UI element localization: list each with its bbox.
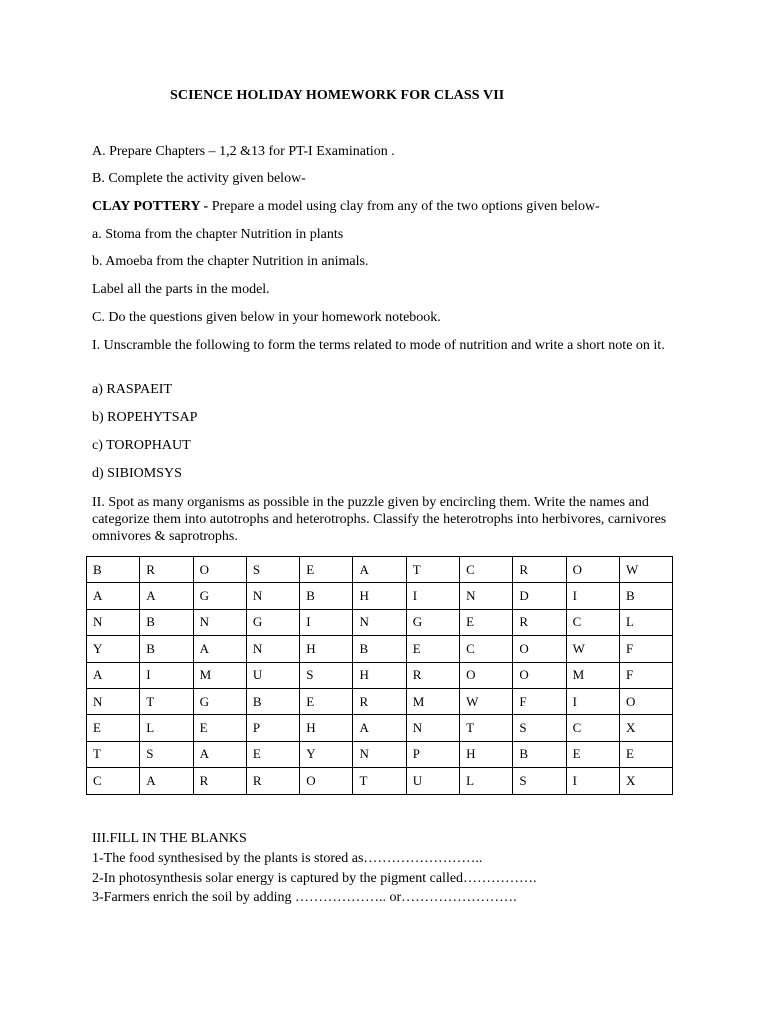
puzzle-cell: A: [140, 768, 193, 794]
puzzle-cell: U: [406, 768, 459, 794]
puzzle-cell: N: [87, 688, 140, 714]
puzzle-cell: T: [353, 768, 406, 794]
puzzle-cell: I: [406, 583, 459, 609]
puzzle-cell: N: [193, 609, 246, 635]
puzzle-cell: M: [406, 688, 459, 714]
puzzle-cell: B: [246, 688, 299, 714]
puzzle-cell: H: [300, 636, 353, 662]
puzzle-cell: N: [246, 636, 299, 662]
puzzle-cell: R: [193, 768, 246, 794]
puzzle-row: [87, 583, 673, 609]
puzzle-cell: W: [460, 688, 513, 714]
puzzle-cell: G: [246, 609, 299, 635]
unscramble-item: c) TOROPHAUT: [92, 438, 191, 453]
puzzle-cell: I: [566, 583, 619, 609]
puzzle-cell: M: [566, 662, 619, 688]
puzzle-cell: B: [140, 609, 193, 635]
question-3-heading: III.FILL IN THE BLANKS: [92, 831, 247, 846]
puzzle-cell: A: [353, 557, 406, 583]
puzzle-cell: C: [460, 557, 513, 583]
puzzle-cell: L: [140, 715, 193, 741]
clay-pottery-text: Prepare a model using clay from any of the two options given below-: [208, 199, 600, 214]
puzzle-cell: B: [619, 583, 672, 609]
puzzle-cell: E: [566, 741, 619, 767]
puzzle-row: [87, 768, 673, 794]
puzzle-cell: M: [193, 662, 246, 688]
puzzle-cell: N: [246, 583, 299, 609]
puzzle-cell: Y: [300, 741, 353, 767]
puzzle-cell: I: [566, 688, 619, 714]
puzzle-cell: F: [513, 688, 566, 714]
option-a-text: a. Stoma from the chapter Nutrition in plants: [92, 227, 344, 242]
puzzle-cell: B: [87, 557, 140, 583]
puzzle-cell: O: [566, 557, 619, 583]
puzzle-cell: I: [566, 768, 619, 794]
puzzle-cell: O: [460, 662, 513, 688]
word-search-puzzle: [86, 556, 673, 795]
puzzle-cell: S: [513, 768, 566, 794]
puzzle-cell: W: [619, 557, 672, 583]
puzzle-cell: X: [619, 715, 672, 741]
fill-blank-item: 2-In photosynthesis solar energy is captured by the pigment called…………….: [92, 871, 537, 886]
puzzle-cell: A: [140, 583, 193, 609]
puzzle-cell: E: [300, 557, 353, 583]
puzzle-row: [87, 688, 673, 714]
puzzle-cell: C: [87, 768, 140, 794]
puzzle-cell: B: [140, 636, 193, 662]
puzzle-cell: T: [406, 557, 459, 583]
puzzle-cell: D: [513, 583, 566, 609]
puzzle-cell: O: [193, 557, 246, 583]
clay-pottery-instruction: [92, 199, 600, 215]
puzzle-row: [87, 715, 673, 741]
question-2-intro: II. Spot as many organisms as possible in the puzzle given by encircling them. Write the names and categorize them into autotrophs and heterotrophs. Classify the heterotrophs into herbivores, carnivores omnivores & saprotrophs.: [92, 495, 667, 544]
puzzle-cell: N: [460, 583, 513, 609]
puzzle-cell: R: [513, 609, 566, 635]
section-c-text: C. Do the questions given below in your homework notebook.: [92, 310, 441, 325]
unscramble-item: d) SIBIOMSYS: [92, 466, 182, 481]
puzzle-cell: A: [193, 741, 246, 767]
puzzle-cell: N: [353, 609, 406, 635]
puzzle-cell: G: [406, 609, 459, 635]
puzzle-cell: R: [246, 768, 299, 794]
puzzle-cell: O: [300, 768, 353, 794]
puzzle-cell: N: [87, 609, 140, 635]
puzzle-row: [87, 636, 673, 662]
puzzle-cell: B: [513, 741, 566, 767]
puzzle-cell: A: [87, 583, 140, 609]
puzzle-cell: A: [353, 715, 406, 741]
puzzle-cell: U: [246, 662, 299, 688]
puzzle-cell: R: [406, 662, 459, 688]
puzzle-row: [87, 609, 673, 635]
puzzle-cell: C: [566, 609, 619, 635]
puzzle-cell: S: [513, 715, 566, 741]
puzzle-cell: R: [513, 557, 566, 583]
puzzle-cell: S: [246, 557, 299, 583]
puzzle-cell: R: [140, 557, 193, 583]
puzzle-row: [87, 741, 673, 767]
question-1-intro: I. Unscramble the following to form the terms related to mode of nutrition and write a short note on it.: [92, 338, 665, 353]
clay-pottery-label: CLAY POTTERY -: [92, 199, 209, 214]
puzzle-row: [87, 662, 673, 688]
puzzle-cell: P: [246, 715, 299, 741]
puzzle-cell: E: [460, 609, 513, 635]
puzzle-cell: B: [353, 636, 406, 662]
puzzle-cell: F: [619, 662, 672, 688]
puzzle-cell: E: [246, 741, 299, 767]
puzzle-cell: W: [566, 636, 619, 662]
fill-blank-item: 3-Farmers enrich the soil by adding ……………….. or…………………….: [92, 890, 517, 905]
unscramble-item: a) RASPAEIT: [92, 382, 172, 397]
puzzle-cell: O: [513, 636, 566, 662]
puzzle-cell: E: [87, 715, 140, 741]
puzzle-cell: N: [406, 715, 459, 741]
puzzle-cell: H: [353, 583, 406, 609]
puzzle-cell: L: [460, 768, 513, 794]
puzzle-cell: S: [140, 741, 193, 767]
puzzle-cell: E: [300, 688, 353, 714]
puzzle-cell: A: [87, 662, 140, 688]
puzzle-cell: T: [140, 688, 193, 714]
option-b-text: b. Amoeba from the chapter Nutrition in animals.: [92, 254, 369, 269]
puzzle-cell: G: [193, 583, 246, 609]
puzzle-cell: A: [193, 636, 246, 662]
page-title: SCIENCE HOLIDAY HOMEWORK FOR CLASS VII: [170, 88, 505, 103]
unscramble-item: b) ROPEHYTSAP: [92, 410, 198, 425]
section-b-text: B. Complete the activity given below-: [92, 171, 306, 186]
puzzle-cell: H: [460, 741, 513, 767]
puzzle-row: [87, 557, 673, 583]
puzzle-cell: I: [300, 609, 353, 635]
puzzle-cell: E: [406, 636, 459, 662]
puzzle-cell: T: [460, 715, 513, 741]
puzzle-cell: C: [566, 715, 619, 741]
puzzle-cell: E: [619, 741, 672, 767]
puzzle-cell: H: [300, 715, 353, 741]
puzzle-cell: E: [193, 715, 246, 741]
puzzle-cell: X: [619, 768, 672, 794]
puzzle-cell: R: [353, 688, 406, 714]
puzzle-cell: T: [87, 741, 140, 767]
puzzle-cell: C: [460, 636, 513, 662]
puzzle-cell: O: [619, 688, 672, 714]
puzzle-cell: B: [300, 583, 353, 609]
puzzle-cell: Y: [87, 636, 140, 662]
puzzle-cell: P: [406, 741, 459, 767]
puzzle-cell: L: [619, 609, 672, 635]
puzzle-cell: S: [300, 662, 353, 688]
puzzle-cell: N: [353, 741, 406, 767]
puzzle-cell: O: [513, 662, 566, 688]
puzzle-cell: F: [619, 636, 672, 662]
label-parts-text: Label all the parts in the model.: [92, 282, 270, 297]
puzzle-cell: H: [353, 662, 406, 688]
section-a-text: A. Prepare Chapters – 1,2 &13 for PT-I Examination .: [92, 144, 395, 159]
puzzle-cell: I: [140, 662, 193, 688]
fill-blank-item: 1-The food synthesised by the plants is stored as……………………..: [92, 851, 483, 866]
puzzle-cell: G: [193, 688, 246, 714]
